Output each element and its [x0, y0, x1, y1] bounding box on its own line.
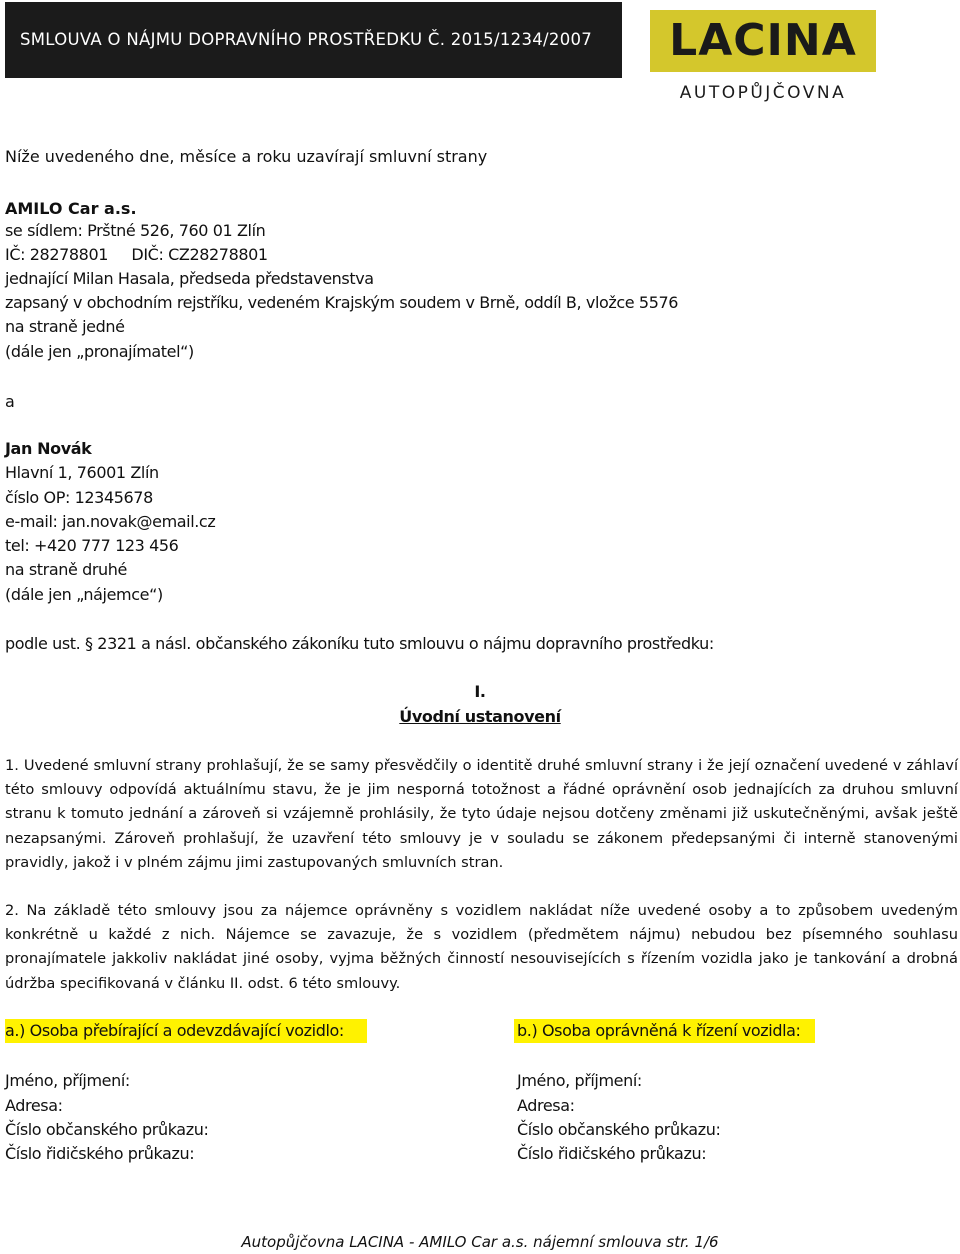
logo-sub-text: AUTOPŮJČOVNA: [679, 83, 847, 103]
intro-text: Níže uvedeného dne, měsíce a roku uzavírají smluvní strany: [5, 147, 488, 166]
person-b-license-field: Číslo řidičského průkazu:: [517, 1144, 707, 1163]
person-a-license-field: Číslo řidičského průkazu:: [5, 1144, 195, 1163]
lessee-address: Hlavní 1, 76001 Zlín: [5, 463, 159, 482]
lessor-name: AMILO Car a.s.: [5, 199, 137, 218]
person-b-heading: b.) Osoba oprávněná k řízení vozidla:: [517, 1021, 801, 1040]
document-header-bar: [5, 2, 622, 78]
legal-basis: podle ust. § 2321 a násl. občanského zákoníku tuto smlouvu o nájmu dopravního prostředku:: [5, 634, 714, 653]
contract-title: SMLOUVA O NÁJMU DOPRAVNÍHO PROSTŘEDKU Č. 2015/1234/2007: [20, 30, 593, 49]
lessor-representative: jednající Milan Hasala, předseda představenstva: [5, 269, 374, 288]
lessee-phone: tel: +420 777 123 456: [5, 536, 179, 555]
person-b-idcard-field: Číslo občanského průkazu:: [517, 1120, 721, 1139]
paragraph-2: 2. Na základě této smlouvy jsou za nájemce oprávněny s vozidlem nakládat níže uvedené osoby a to způsobem uvedeným konkrétně u každé z nich. Nájemce se zavazuje, že s vozidlem (předmětem nájmu) nebudou bez písemného souhlasu pronajímatele jakkoliv nakládat jiné osoby, vyjma běžných činností nesouvisejících s řízením vozidla jako je tankování a drobná údržba specifikovaná v článku II. odst. 6 této smlouvy.: [5, 902, 958, 992]
lessee-alias: (dále jen „nájemce“): [5, 585, 163, 604]
lessor-seat: se sídlem: Prštné 526, 760 01 Zlín: [5, 221, 266, 240]
lessee-name: Jan Novák: [5, 439, 92, 458]
and-separator: a: [5, 392, 15, 411]
paragraph-1: 1. Uvedené smluvní strany prohlašují, že se samy přesvědčily o identitě druhé smluvní strany i že její označení uvedené v záhlaví této smlouvy odpovídá aktuálnímu stavu, že je jim nesporná totožnost a řádné oprávnění osob jednajících za druhou smluvní stranu k tomuto jednání a zároveň si vzájemně prohlásily, že tyto údaje nejsou dotčeny změnami již uskutečněnými, avšak ještě nezapsanými. Zároveň prohlašují, že uzavření této smlouvy je v souladu se zákonem předepsanými či interně stanovenými pravidly, jakož i v plném zájmu jimi zastupovaných smluvních stran.: [5, 757, 958, 871]
person-b-name-field: Jméno, příjmení:: [517, 1071, 642, 1090]
lessee-id-card: číslo OP: 12345678: [5, 488, 153, 507]
lessor-ids: IČ: 28278801 DIČ: CZ28278801: [5, 245, 268, 264]
page-footer: Autopůjčovna LACINA - AMILO Car a.s. nájemní smlouva str. 1/6: [241, 1233, 719, 1251]
section-title: Úvodní ustanovení: [399, 707, 561, 726]
logo-main-text: LACINA: [669, 15, 857, 66]
section-number: I.: [474, 682, 486, 701]
lessor-alias: (dále jen „pronajímatel“): [5, 342, 194, 361]
person-a-heading: a.) Osoba přebírající a odevzdávající vozidlo:: [5, 1021, 344, 1040]
person-b-address-field: Adresa:: [517, 1096, 575, 1115]
lessee-email: e-mail: jan.novak@email.cz: [5, 512, 216, 531]
lessee-side: na straně druhé: [5, 560, 127, 579]
lessor-side: na straně jedné: [5, 317, 125, 336]
person-a-address-field: Adresa:: [5, 1096, 63, 1115]
person-a-idcard-field: Číslo občanského průkazu:: [5, 1120, 209, 1139]
person-a-name-field: Jméno, příjmení:: [5, 1071, 130, 1090]
lacina-logo: [650, 10, 876, 106]
lessor-registry: zapsaný v obchodním rejstříku, vedeném Krajským soudem v Brně, oddíl B, vložce 5576: [5, 293, 679, 312]
